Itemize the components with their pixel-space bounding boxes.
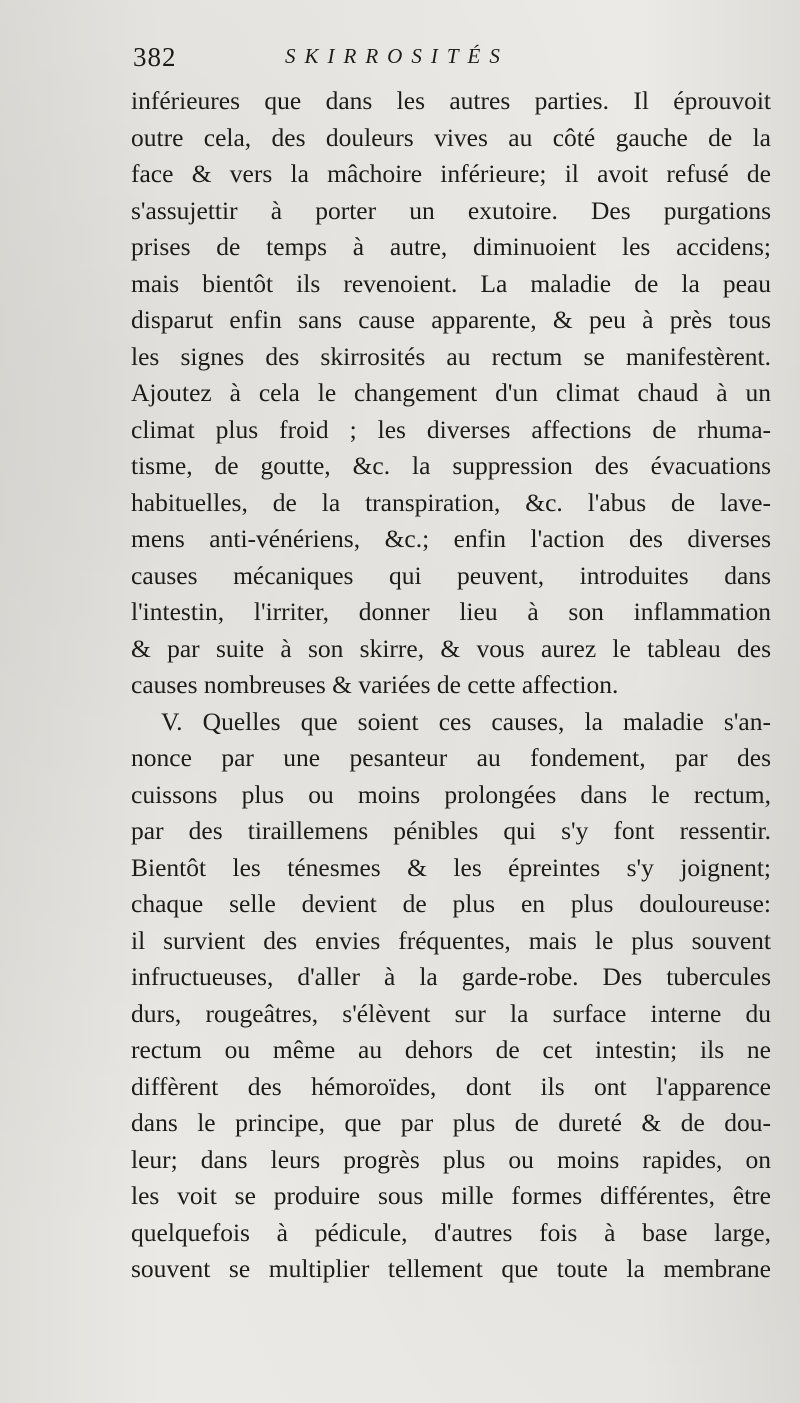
section-start-line: V. Quelles que soient ces causes, la maladie s'an- xyxy=(161,706,771,736)
text-line: prises de temps à autre, diminuoient les accidens; xyxy=(131,232,771,261)
text-line: s'assujettir à porter un exutoire. Des purgations xyxy=(131,195,771,225)
text-line: habituelles, de la transpiration, &c. l'abus de lave- xyxy=(131,487,771,517)
text-line: nonce par une pesanteur au fondement, par des xyxy=(131,743,771,772)
text-line: mens anti-vénériens, &c.; enfin l'action des diverses xyxy=(131,524,771,553)
text-line: Bientôt les ténesmes & les épreintes s'y joignent; xyxy=(131,852,771,882)
text-line: inférieures que dans les autres parties. Il éprouvoit xyxy=(131,86,771,115)
paragraph-end-line: causes nombreuses & variées de cette affection. xyxy=(131,670,619,699)
text-line: les voit se produire sous mille formes différentes, être xyxy=(131,1181,771,1210)
text-line: diffèrent des hémoroïdes, dont ils ont l'apparence xyxy=(131,1071,771,1101)
text-line: tisme, de goutte, &c. la suppression des évacuations xyxy=(131,451,771,480)
text-line: souvent se multiplier tellement que toute la membrane xyxy=(131,1254,771,1283)
text-line: Ajoutez à cela le changement d'un climat chaud à un xyxy=(131,378,771,407)
text-line: les signes des skirrosités au rectum se manifestèrent. xyxy=(131,341,771,371)
running-head xyxy=(133,42,773,82)
text-line: durs, rougeâtres, s'élèvent sur la surface interne du xyxy=(131,998,771,1028)
text-line: disparut enfin sans cause apparente, & peu à près tous xyxy=(131,305,771,334)
page-number: 382 xyxy=(133,42,177,72)
text-line: mais bientôt ils revenoient. La maladie de la peau xyxy=(131,268,771,298)
body-text xyxy=(131,83,771,1288)
text-line: l'intestin, l'irriter, donner lieu à son inflammation xyxy=(131,597,771,626)
text-line: par des tiraillemens pénibles qui s'y font ressentir. xyxy=(131,816,771,845)
running-title: SKIRROSITÉS xyxy=(285,44,509,68)
text-line: il survient des envies fréquentes, mais le plus souvent xyxy=(131,925,771,955)
text-line: leur; dans leurs progrès plus ou moins rapides, on xyxy=(131,1144,771,1174)
text-line: causes mécaniques qui peuvent, introduites dans xyxy=(131,560,771,590)
text-line: rectum ou même au dehors de cet intestin; ils ne xyxy=(131,1035,771,1064)
text-line: cuissons plus ou moins prolongées dans le rectum, xyxy=(131,779,771,809)
text-line: face & vers la mâchoire inférieure; il avoit refusé de xyxy=(131,159,771,188)
text-line: quelquefois à pédicule, d'autres fois à base large, xyxy=(131,1217,771,1247)
text-line: & par suite à son skirre, & vous aurez le tableau des xyxy=(131,633,771,663)
text-line: dans le principe, que par plus de dureté & de dou- xyxy=(131,1108,771,1137)
text-line: climat plus froid ; les diverses affections de rhuma- xyxy=(131,414,771,444)
text-line: infructueuses, d'aller à la garde-robe. Des tubercules xyxy=(131,962,771,991)
text-line: outre cela, des douleurs vives au côté gauche de la xyxy=(131,122,771,152)
text-line: chaque selle devient de plus en plus douloureuse: xyxy=(131,889,771,918)
